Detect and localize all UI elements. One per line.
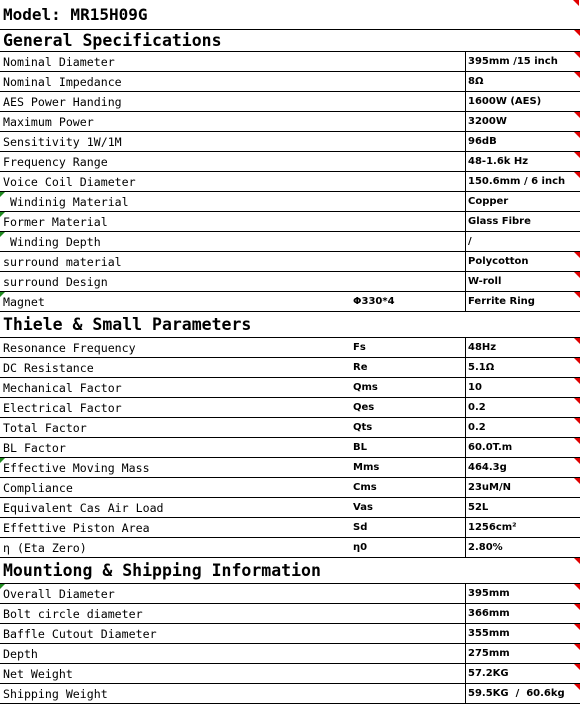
- spec-label: η (Eta Zero): [3, 540, 87, 555]
- spec-label: Magnet: [3, 294, 45, 309]
- comment-marker: [574, 624, 580, 630]
- spec-symbol: [351, 584, 465, 603]
- spec-symbol: [351, 232, 465, 251]
- spec-label: Depth: [3, 646, 38, 661]
- spec-label: Baffle Cutout Diameter: [3, 626, 157, 641]
- spec-label: Former Material: [3, 214, 108, 229]
- spec-value: 355mm: [465, 624, 580, 643]
- spec-label: Mechanical Factor: [3, 380, 122, 395]
- shipping-section-header[interactable]: [0, 558, 580, 584]
- spec-label: surround material: [3, 254, 122, 269]
- spec-label: Frequency Range: [3, 154, 108, 169]
- spec-symbol: BL: [353, 442, 367, 453]
- comment-marker: [574, 72, 580, 78]
- general-section-title: General Specifications: [3, 31, 222, 50]
- spec-row-sensitivity[interactable]: [0, 132, 580, 152]
- spec-value: 0.2: [465, 398, 580, 417]
- ship-row-baffle-cutout[interactable]: [0, 624, 580, 644]
- spec-symbol: [351, 132, 465, 151]
- spec-label: Total Factor: [3, 420, 87, 435]
- ts-row-moving-mass[interactable]: [0, 458, 580, 478]
- comment-marker: [574, 664, 580, 670]
- comment-marker: [574, 172, 580, 178]
- spec-label: Sensitivity 1W/1M: [3, 134, 122, 149]
- spec-row-winding-depth[interactable]: [0, 232, 580, 252]
- comment-marker: [574, 604, 580, 610]
- spec-symbol: Φ330*4: [353, 296, 395, 307]
- error-marker: [0, 232, 5, 237]
- ts-row-eta-zero[interactable]: [0, 538, 580, 558]
- comment-marker: [574, 272, 580, 278]
- spec-symbol: [351, 72, 465, 91]
- spec-symbol: η0: [353, 542, 368, 553]
- spec-symbol: [351, 112, 465, 131]
- spec-value: 150.6mm / 6 inch: [465, 172, 580, 191]
- spec-value: 395mm: [465, 584, 580, 603]
- spec-symbol: [351, 172, 465, 191]
- spec-label: Equivalent Cas Air Load: [3, 500, 164, 515]
- spec-row-maximum-power[interactable]: [0, 112, 580, 132]
- spec-symbol: Qts: [353, 422, 373, 433]
- spec-value: 10: [465, 378, 580, 397]
- spec-row-surround-material[interactable]: [0, 252, 580, 272]
- spec-value: 1600W (AES): [465, 92, 580, 111]
- comment-marker: [574, 338, 580, 344]
- ship-row-overall-diameter[interactable]: [0, 584, 580, 604]
- ts-row-electrical-factor[interactable]: [0, 398, 580, 418]
- ship-row-net-weight[interactable]: [0, 664, 580, 684]
- spec-label: Compliance: [3, 480, 73, 495]
- spec-label: Resonance Frequency: [3, 340, 136, 355]
- spec-row-nominal-impedance[interactable]: [0, 72, 580, 92]
- spec-symbol: [351, 684, 465, 703]
- spec-symbol: [351, 664, 465, 683]
- spec-value: Ferrite Ring: [465, 292, 580, 311]
- comment-marker: [574, 584, 580, 590]
- spec-label: Nominal Impedance: [3, 74, 122, 89]
- ship-row-bolt-circle[interactable]: [0, 604, 580, 624]
- model-title: Model: MR15H09G: [3, 5, 148, 24]
- spec-value: 275mm: [465, 644, 580, 663]
- spec-symbol: Sd: [353, 522, 368, 533]
- spec-symbol: [351, 152, 465, 171]
- ship-row-depth[interactable]: [0, 644, 580, 664]
- ts-row-compliance[interactable]: [0, 478, 580, 498]
- spec-value: 52L: [465, 498, 580, 517]
- spec-row-frequency-range[interactable]: [0, 152, 580, 172]
- comment-marker: [574, 418, 580, 424]
- comment-marker: [574, 358, 580, 364]
- spec-value: 366mm: [465, 604, 580, 623]
- spec-label: Overall Diameter: [3, 586, 115, 601]
- spec-value: 60.0T.m: [465, 438, 580, 457]
- comment-marker: [574, 558, 580, 564]
- spec-value: 1256cm²: [465, 518, 580, 537]
- spec-value: 8Ω: [465, 72, 580, 91]
- spec-value: Polycotton: [465, 252, 580, 271]
- spec-label: Net Weight: [3, 666, 73, 681]
- spec-value: 395mm /15 inch: [465, 52, 580, 71]
- ts-row-air-load[interactable]: [0, 498, 580, 518]
- spec-row-surround-design[interactable]: [0, 272, 580, 292]
- spec-label: Effettive Piston Area: [3, 520, 150, 535]
- spec-value: 5.1Ω: [465, 358, 580, 377]
- spec-row-magnet[interactable]: [0, 292, 580, 312]
- spec-value: 48-1.6k Hz: [465, 152, 580, 171]
- error-marker: [0, 584, 5, 589]
- comment-marker: [574, 684, 580, 690]
- ts-row-mechanical-factor[interactable]: [0, 378, 580, 398]
- spec-label: Windinig Material: [3, 194, 129, 209]
- spec-label: surround Design: [3, 274, 108, 289]
- ts-row-total-factor[interactable]: [0, 418, 580, 438]
- spec-symbol: Vas: [353, 502, 373, 513]
- spec-symbol: [351, 252, 465, 271]
- spec-label: Voice Coil Diameter: [3, 174, 136, 189]
- spec-symbol: [351, 272, 465, 291]
- comment-marker: [574, 112, 580, 118]
- spec-label: Bolt circle diameter: [3, 606, 143, 621]
- comment-marker: [574, 438, 580, 444]
- spec-symbol: [351, 644, 465, 663]
- ship-row-shipping-weight[interactable]: [0, 684, 580, 704]
- spec-symbol: Fs: [353, 342, 366, 353]
- spec-value: 57.2KG: [465, 664, 580, 683]
- spec-symbol: [351, 212, 465, 231]
- ts-row-dc-resistance[interactable]: [0, 358, 580, 378]
- spec-value: /: [465, 232, 580, 251]
- spec-value: Glass Fibre: [465, 212, 580, 231]
- spec-label: Effective Moving Mass: [3, 460, 150, 475]
- ts-row-piston-area[interactable]: [0, 518, 580, 538]
- comment-marker: [573, 0, 579, 6]
- spec-value: W-roll: [465, 272, 580, 291]
- spec-label: AES Power Handing: [3, 94, 122, 109]
- spec-symbol: [351, 92, 465, 111]
- spec-label: Winding Depth: [3, 234, 101, 249]
- spec-value: 0.2: [465, 418, 580, 437]
- spec-value: Copper: [465, 192, 580, 211]
- spec-row-former-material[interactable]: [0, 212, 580, 232]
- spec-symbol: [351, 192, 465, 211]
- comment-marker: [574, 458, 580, 464]
- spec-symbol: Qms: [353, 382, 378, 393]
- comment-marker: [574, 252, 580, 258]
- spec-symbol: Re: [353, 362, 368, 373]
- spec-label: BL Factor: [3, 440, 66, 455]
- spec-value: 96dB: [465, 132, 580, 151]
- comment-marker: [574, 378, 580, 384]
- comment-marker: [574, 644, 580, 650]
- spec-row-winding-material[interactable]: [0, 192, 580, 212]
- spec-symbol: Qes: [353, 402, 375, 413]
- spec-label: Shipping Weight: [3, 686, 108, 701]
- spec-symbol: [351, 624, 465, 643]
- ts-row-resonance-frequency[interactable]: [0, 338, 580, 358]
- spec-value: 59.5KG / 60.6kg: [465, 684, 580, 703]
- comment-marker: [574, 152, 580, 158]
- spec-symbol: [351, 604, 465, 623]
- ts-row-bl-factor[interactable]: [0, 438, 580, 458]
- spec-symbol: Mms: [353, 462, 380, 473]
- spec-row-nominal-diameter[interactable]: [0, 52, 580, 72]
- error-marker: [0, 292, 5, 297]
- spec-label: Electrical Factor: [3, 400, 122, 415]
- spec-row-voice-coil[interactable]: [0, 172, 580, 192]
- error-marker: [0, 458, 5, 463]
- spec-value: 464.3g: [465, 458, 580, 477]
- spec-value: 48Hz: [465, 338, 580, 357]
- thiele-section-header[interactable]: [0, 312, 580, 338]
- comment-marker: [574, 30, 580, 36]
- spec-symbol: Cms: [353, 482, 377, 493]
- model-title-row[interactable]: [0, 0, 580, 30]
- spec-symbol: [351, 52, 465, 71]
- spec-label: Nominal Diameter: [3, 54, 115, 69]
- comment-marker: [574, 132, 580, 138]
- spec-value: 23uM/N: [465, 478, 580, 497]
- thiele-section-title: Thiele & Small Parameters: [3, 315, 252, 334]
- comment-marker: [574, 292, 580, 298]
- spec-label: DC Resistance: [3, 360, 94, 375]
- comment-marker: [574, 52, 580, 58]
- general-section-header[interactable]: [0, 30, 580, 52]
- spec-label: Maximum Power: [3, 114, 94, 129]
- comment-marker: [574, 478, 580, 484]
- spec-value: 2.80%: [465, 538, 580, 557]
- comment-marker: [574, 398, 580, 404]
- spec-row-aes-power[interactable]: [0, 92, 580, 112]
- error-marker: [0, 192, 5, 197]
- shipping-section-title: Mountiong & Shipping Information: [3, 561, 321, 580]
- error-marker: [0, 212, 5, 217]
- spec-value: 3200W: [465, 112, 580, 131]
